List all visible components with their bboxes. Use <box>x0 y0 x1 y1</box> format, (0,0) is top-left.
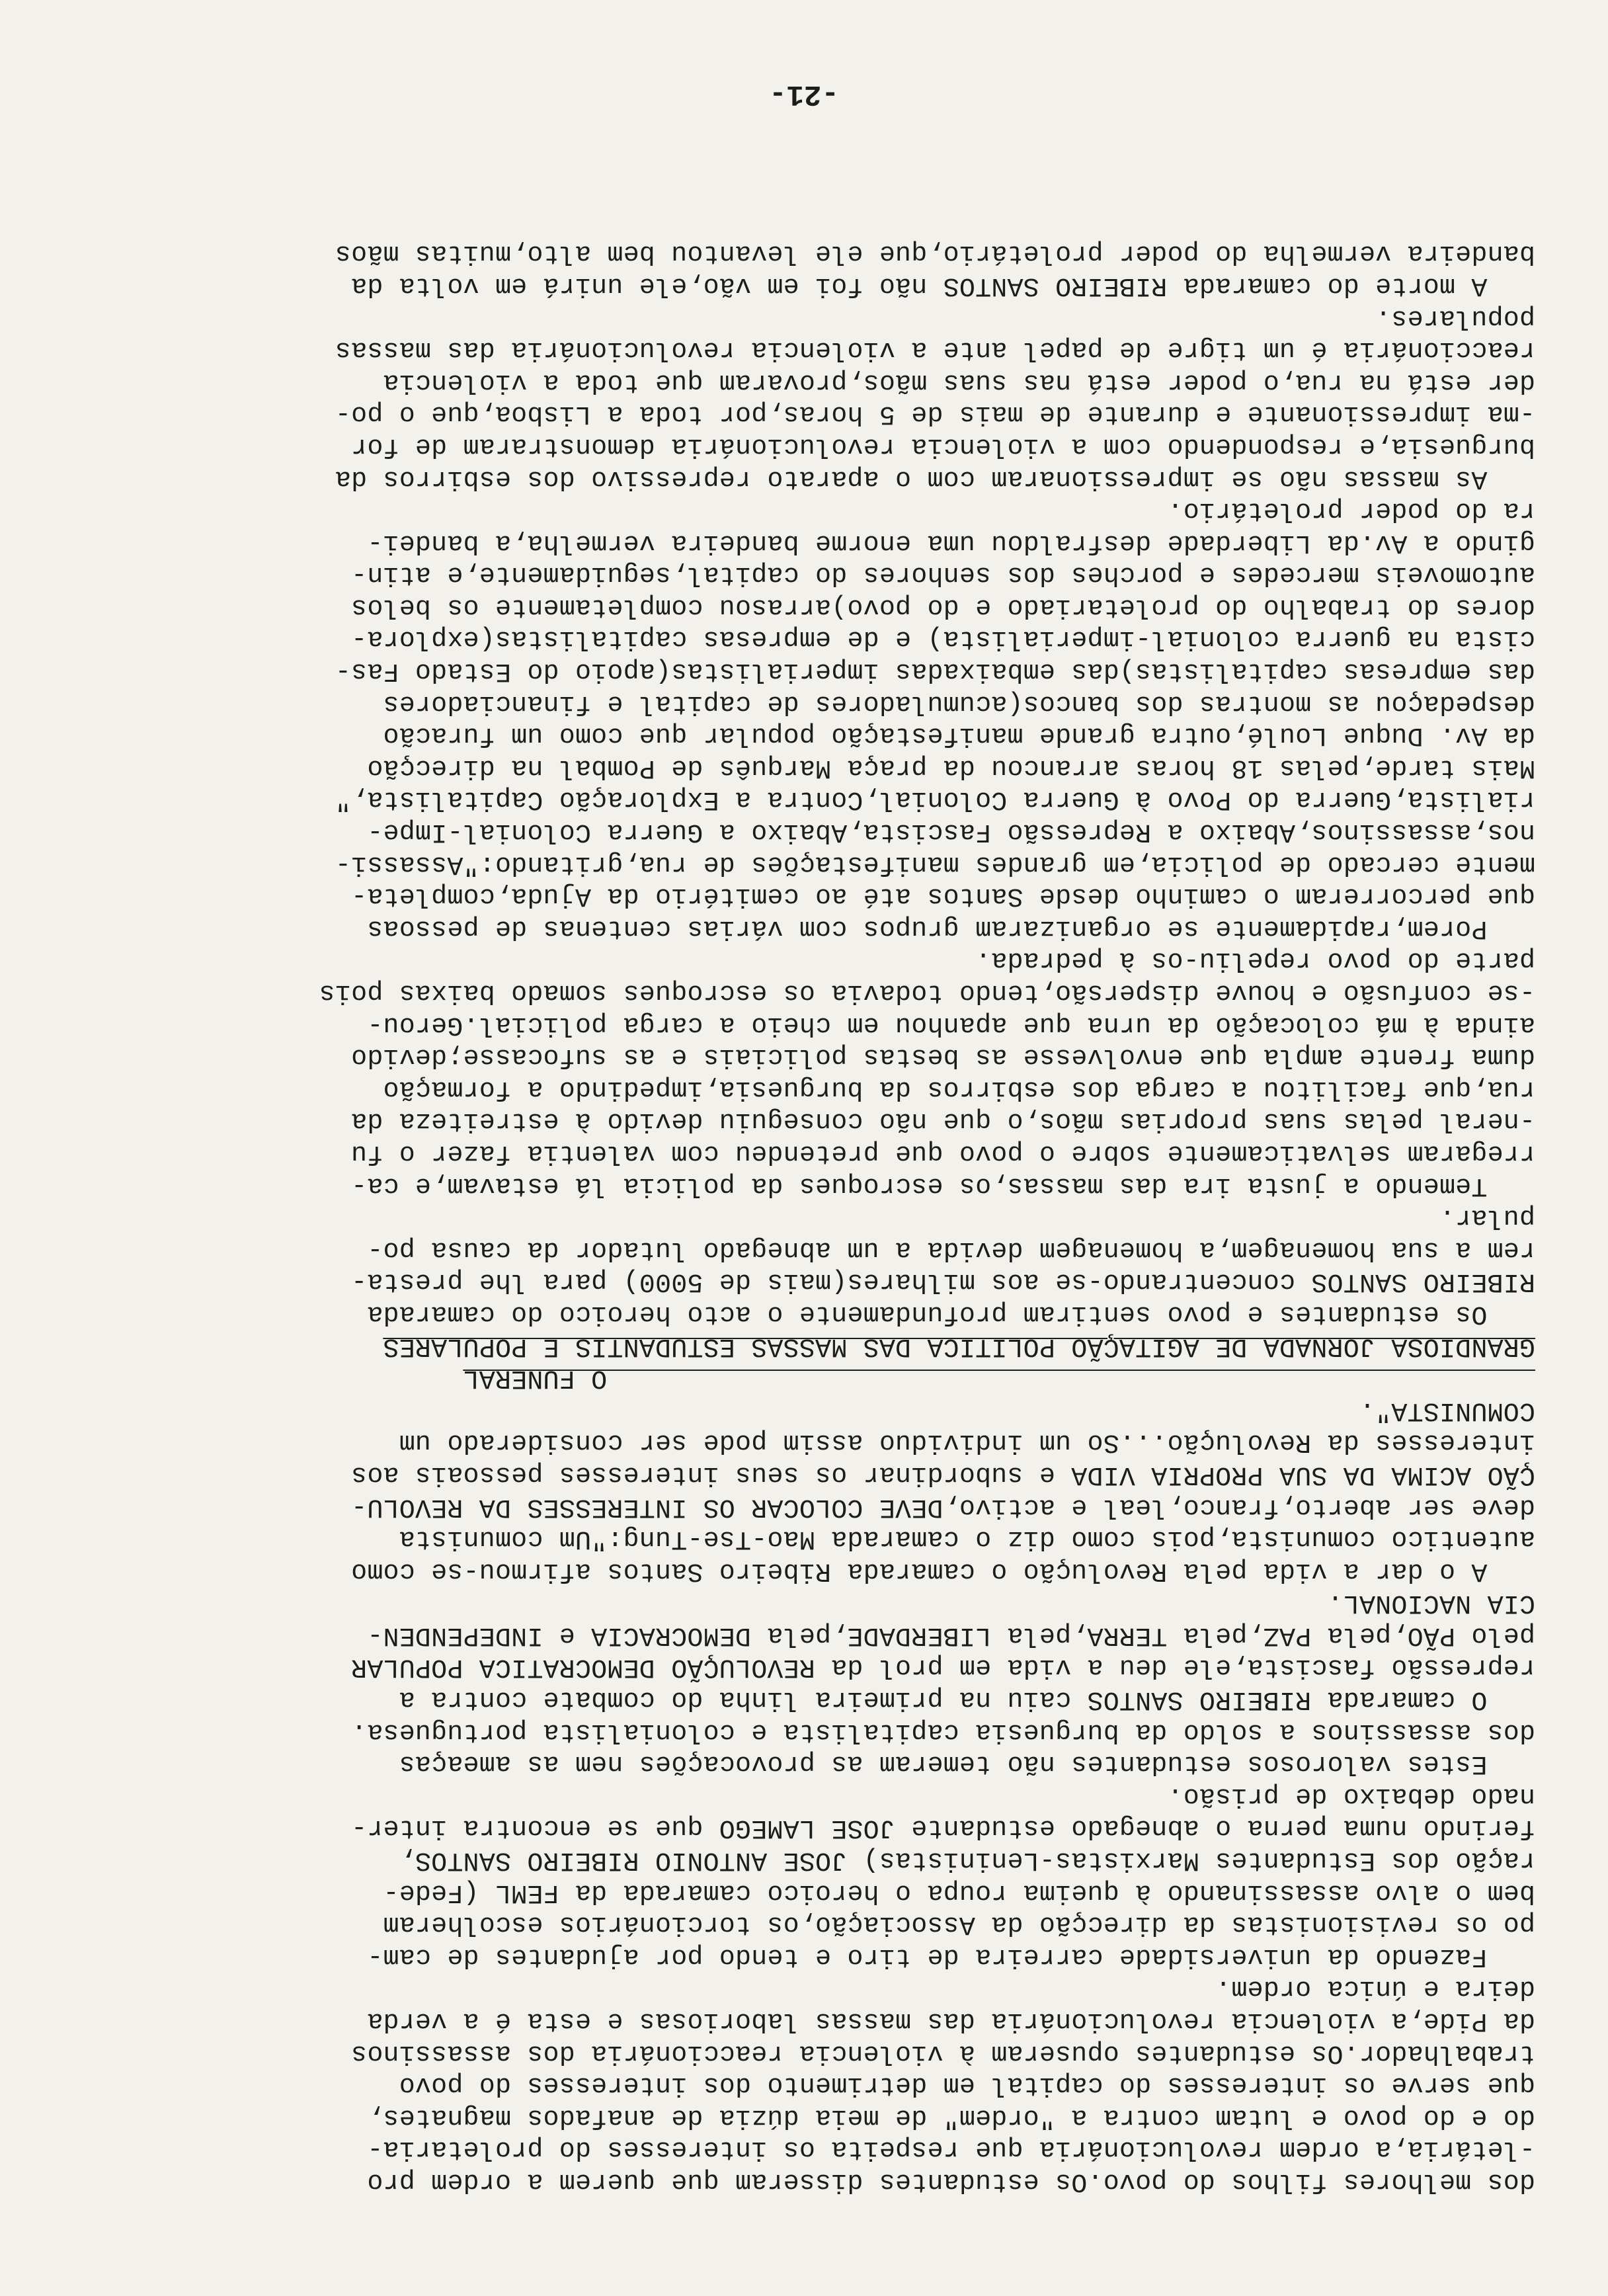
text-line: pelo PÃO,pela PAZ,pela TERRA,pela LIBERDADE,pela DEMOCRACIA e INDEPENDEN- <box>367 1620 1535 1650</box>
text-line: der está na rua,o poder está nas suas mãos,provaram que toda a violencia <box>383 366 1535 397</box>
text-line: do e do povo e lutam contra a "ordem" de meia dúzia de anafados magnates, <box>367 2102 1535 2132</box>
text-line: pular. <box>1439 1202 1535 1233</box>
text-line: RIBEIRO SANTOS concentrando-se aos milhares(mais de 5000) para lhe presta- <box>350 1266 1535 1297</box>
text-line: COMUNISTA". <box>1359 1395 1535 1425</box>
text-line: que serve os interesses do capital em detrimento dos interesses do povo <box>399 2070 1535 2100</box>
text-line: cista na guerra colonial-imperialista) e de empresas capitalistas(explora- <box>350 624 1535 654</box>
text-line: despedaçou as montras dos bancos(acumuladores de capital e financiadores <box>383 688 1535 718</box>
text-line: da Pide,a violencia revolucionária das massas laboriosas e esta é a verda <box>367 2006 1535 2036</box>
text-line: O camarada RIBEIRO SANTOS caiu na primeira linha do combate contra a <box>399 1684 1535 1715</box>
text-line: dos assassinos a soldo da burguesia capitalista e colonialista portuguesa. <box>350 1716 1535 1746</box>
section-heading: O FUNERAL <box>463 1363 1535 1393</box>
text-line: dos melhores filhos do povo.Os estudantes disseram que querem a ordem pro <box>367 2166 1535 2196</box>
text-line: populares. <box>1375 302 1535 333</box>
text-line: deira e única ordem. <box>1215 1973 1535 2004</box>
text-line: rem a sua homenagem,a homenagem devida a um abnegado lutador da causa po- <box>367 1234 1535 1264</box>
text-line: repressão fascista,ele deu a vida em prol da REVOLUÇÃO DEMOCRATICA POPULAR <box>350 1652 1535 1682</box>
text-line: po os revisionistas da direcção da Associação,os torcionários escolheram <box>383 1909 1535 1940</box>
text-line: reaccionária é um tigre de papel ante a violencia revolucionária das massas <box>335 335 1535 365</box>
text-line: rregaram selvaticamente sobre o povo que pretendeu com valentia fazer o fu <box>350 1138 1535 1168</box>
text-line: bem o alvo assassinando à queima roupa o heroico camarada da FEML (Fede- <box>383 1877 1535 1907</box>
text-line: automoveis mercedes e porches dos senhores do capital,seguidamente,e atin- <box>350 559 1535 590</box>
text-line: burguesia,e respondendo com a violencia revolucionária demonstraram de for <box>350 430 1535 461</box>
text-line: duma frente ampla que envolvesse as bestas policiais e as sufocasse;devido <box>350 1042 1535 1072</box>
page-number: -21- <box>769 77 839 110</box>
text-line: ra do poder proletário. <box>1167 495 1535 526</box>
text-line: nado debaixo de prisão. <box>1167 1780 1535 1811</box>
text-line: -se confusão e houve dispersão,tendo todavia os escroques somado baixas pois <box>319 977 1535 1008</box>
text-line: As massas não se impressionaram com o aparato repressivo dos esbirros da <box>335 463 1535 493</box>
text-line: nos,assassinos,Abaixo a Repressão Fascista,Abaixo a Guerra Colonial-Impe- <box>367 817 1535 847</box>
text-line: Os estudantes e povo sentiram profundamente o acto heroico do camarada <box>367 1298 1535 1329</box>
text-line: Mais tarde,pelas 18 horas arrancou da praça Marquês de Pombal na direcção <box>367 752 1535 782</box>
text-line: deve ser aberto,franco,leal e activo,DEVE COLOCAR OS INTERESSES DA REVOLU- <box>350 1491 1535 1522</box>
text-line: das empresas capitalistas)das embaixadas imperialistas(apoio do Estado Fas- <box>335 656 1535 686</box>
text-line: rialista,Guerra do Povo à Guerra Colonial,Contra a Exploração Capitalista," <box>335 784 1535 815</box>
text-line: -letária,a ordem revolucionária que respeita os interesses do proletaria- <box>367 2134 1535 2164</box>
text-line: -neral pelas suas proprias mãos,o que não conseguiu devido à estreiteza da <box>350 1106 1535 1136</box>
text-line: dores do trabalho do proletariado e do povo)arrasou completamente os belos <box>350 591 1535 622</box>
text-line: interesses da Revolução...So um individuo assim pode ser considerado um <box>399 1427 1535 1457</box>
document-body <box>74 237 1535 2197</box>
text-line: bandeira vermelha do poder proletário,que ele levantou bem alto,muitas mãos <box>335 238 1535 268</box>
text-line: que percorreram o caminho desde Santos até ao cemitério da Ajuda,completa- <box>350 881 1535 911</box>
text-line: autentico comunista,pois como diz o camarada Mao-Tse-Tung:"Um comunista <box>399 1524 1535 1554</box>
text-line: Fazendo da universidade carreira de tiro e tendo por ajudantes de cam- <box>367 1941 1535 1971</box>
text-line: -ma impressionante e durante de mais de 5 horas,por toda a Lisboa,que o po- <box>335 399 1535 429</box>
text-line: A morte do camarada RIBEIRO SANTOS não foi em vão,ele unirá em volta da <box>350 270 1535 300</box>
text-line: A o dar a vida pela Revolução o camarada Ribeiro Santos afirmou-se como <box>350 1555 1535 1586</box>
text-line: da Av. Duque Loulé,outra grande manifestação popular que como um furacão <box>383 720 1535 751</box>
text-line: parte do povo repeliu-os à pedrada. <box>975 945 1535 975</box>
text-line: Temendo a justa ira das massas,os escroques da policia lá estavam,e ca- <box>350 1170 1535 1200</box>
text-line: ainda à má colocação da urna que apanhou em cheio a carga policial.Gerou- <box>367 1009 1535 1040</box>
text-line: trabalhador.Os estudantes opuseram à violencia reaccionária dos assassinos <box>350 2037 1535 2068</box>
section-heading: GRANDIOSA JORNADA DE AGITAÇÃO POLITICA DAS MASSAS ESTUDANTIS E POPULARES <box>383 1331 1535 1361</box>
text-line: gindo a Av.da Liberdade desfraldou uma enorme bandeira vermelha,a bandei- <box>367 527 1535 557</box>
text-line: Porem,rapidamente se organizaram grupos com várias centenas de pessoas <box>367 913 1535 943</box>
text-line: mente cercado de policia,em grandes manifestações de rua,gritando:"Assassi- <box>335 848 1535 879</box>
text-line: rua,que facilitou a carga dos esbirros da burguesia,impedindo a formação <box>383 1073 1535 1104</box>
text-line: ÇÃO ACIMA DA SUA PROPRIA VIDA e subordinar os seus interesses pessoais aos <box>350 1459 1535 1489</box>
text-line: Estes valorosos estudantes não temeram as provocações nem as ameaças <box>399 1748 1535 1779</box>
text-line: ferindo numa perna o abnegado estudante JOSE LAMEGO que se encontra inter- <box>350 1813 1535 1843</box>
text-line: ração dos Estudantes Marxistas-Leninistas) JOSE ANTONIO RIBEIRO SANTOS, <box>399 1845 1535 1875</box>
text-line: CIA NACIONAL. <box>1327 1588 1535 1618</box>
